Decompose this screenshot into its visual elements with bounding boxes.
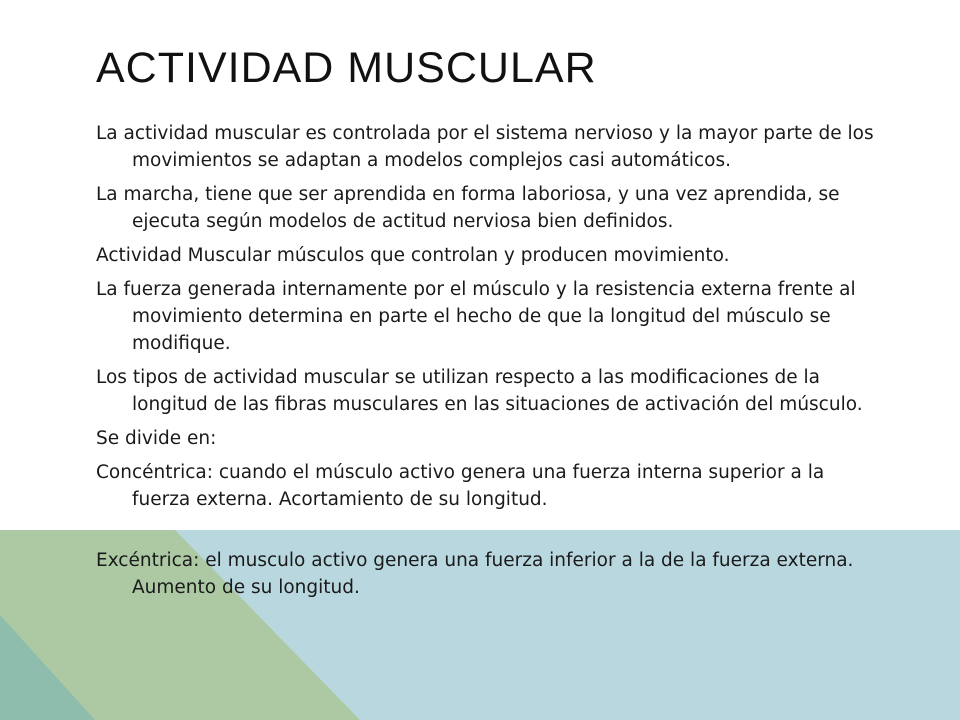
slide-title: ACTIVIDAD MUSCULAR — [96, 44, 597, 92]
paragraph-excentrica: Excéntrica: el musculo activo genera una fuerza inferior a la de la fuerza externa. Aumento de su longitud. — [96, 550, 854, 598]
paragraph-control-nervioso: La actividad muscular es controlada por el sistema nervioso y la mayor parte de los movimientos se adaptan a modelos complejos casi automáticos. — [96, 123, 874, 171]
paragraph-concentrica: Concéntrica: cuando el músculo activo genera una fuerza interna superior a la fuerza externa. Acortamiento de su longitud. — [96, 462, 825, 510]
paragraph-definicion: Actividad Muscular músculos que controlan y producen movimiento. — [96, 245, 730, 266]
paragraph-fuerza: La fuerza generada internamente por el músculo y la resistencia externa frente al movimiento determina en parte el hecho de que la longitud del músculo se modifique. — [96, 279, 856, 354]
paragraph-marcha: La marcha, tiene que ser aprendida en forma laboriosa, y una vez aprendida, se ejecuta según modelos de actitud nerviosa bien definidos. — [96, 184, 840, 232]
paragraph-tipos: Los tipos de actividad muscular se utilizan respecto a las modificaciones de la longitud de las fibras musculares en las situaciones de activación del músculo. — [96, 367, 863, 415]
paragraph-se-divide: Se divide en: — [96, 428, 217, 449]
slide-body — [96, 120, 886, 608]
